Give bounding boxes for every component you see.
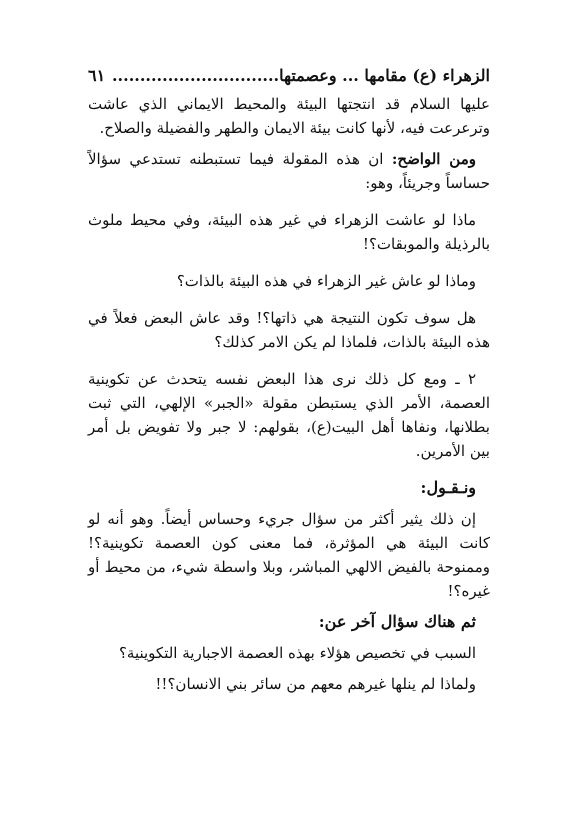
paragraph-7: إن ذلك يثير أكثر من سؤال جريء وحساس أيضاً. وهو أنه لو كانت البيئة هي المؤثرة، فما معنى كون العصمة تكوينية؟! وممنوحة بالفيض الالهي المباشر، وبلا واسطة شيء، من محيط أو غيره؟!: [88, 510, 490, 600]
running-head: [88, 64, 490, 88]
paragraph-2: [88, 147, 490, 195]
paragraph-4: وماذا لو عاش غير الزهراء في هذه البيئة بالذات؟: [176, 272, 476, 290]
book-title: الزهراء (ع) مقامها ... وعصمتها: [279, 66, 490, 85]
paragraph-5: هل سوف تكون النتيجة هي ذاتها؟! وقد عاش البعض فعلاً في هذه البيئة بالذات، فلماذا لم يكن الامر كذلك؟: [88, 309, 490, 351]
paragraph-9: ولماذا لم ينلها غيرهم معهم من سائر بني الانسان؟!!: [155, 675, 476, 693]
section-heading-2: ثم هناك سؤال آخر عن:: [318, 612, 476, 631]
section-heading-1: ونـقـول:: [420, 478, 476, 497]
paragraph-6: ٢ ـ ومع كل ذلك نرى هذا البعض نفسه يتحدث عن تكوينية العصمة، الأمر الذي يستبطن مقولة «الجبر» الإلهي، التي ثبت بطلانها، ونفاها أهل البيت(ع)، بقولهم: لا جبر ولا تفويض بل أمر بين الأمرين.: [88, 370, 490, 460]
paragraph-8: السبب في تخصيص هؤلاء بهذه العصمة الاجبارية التكوينية؟: [118, 644, 476, 662]
paragraph-2-text: ان هذه المقولة فيما تستبطنه تستدعي سؤالاً حساساً وجريئاً، وهو:: [88, 150, 490, 192]
running-head-title: [112, 64, 490, 88]
page-number: ٦١: [88, 66, 106, 85]
leader-dots: ..............................: [111, 66, 280, 85]
paragraph-2-lead: ومن الواضح:: [391, 150, 477, 168]
paragraph-3: ماذا لو عاشت الزهراء في غير هذه البيئة، وفي محيط ملوث بالرذيلة والموبقات؟!: [88, 211, 490, 253]
paragraph-1: عليها السلام قد انتجتها البيئة والمحيط الايماني الذي عاشت وترعرعت فيه، لأنها كانت بيئة الايمان والطهر والفضيلة والصلاح.: [88, 95, 490, 137]
